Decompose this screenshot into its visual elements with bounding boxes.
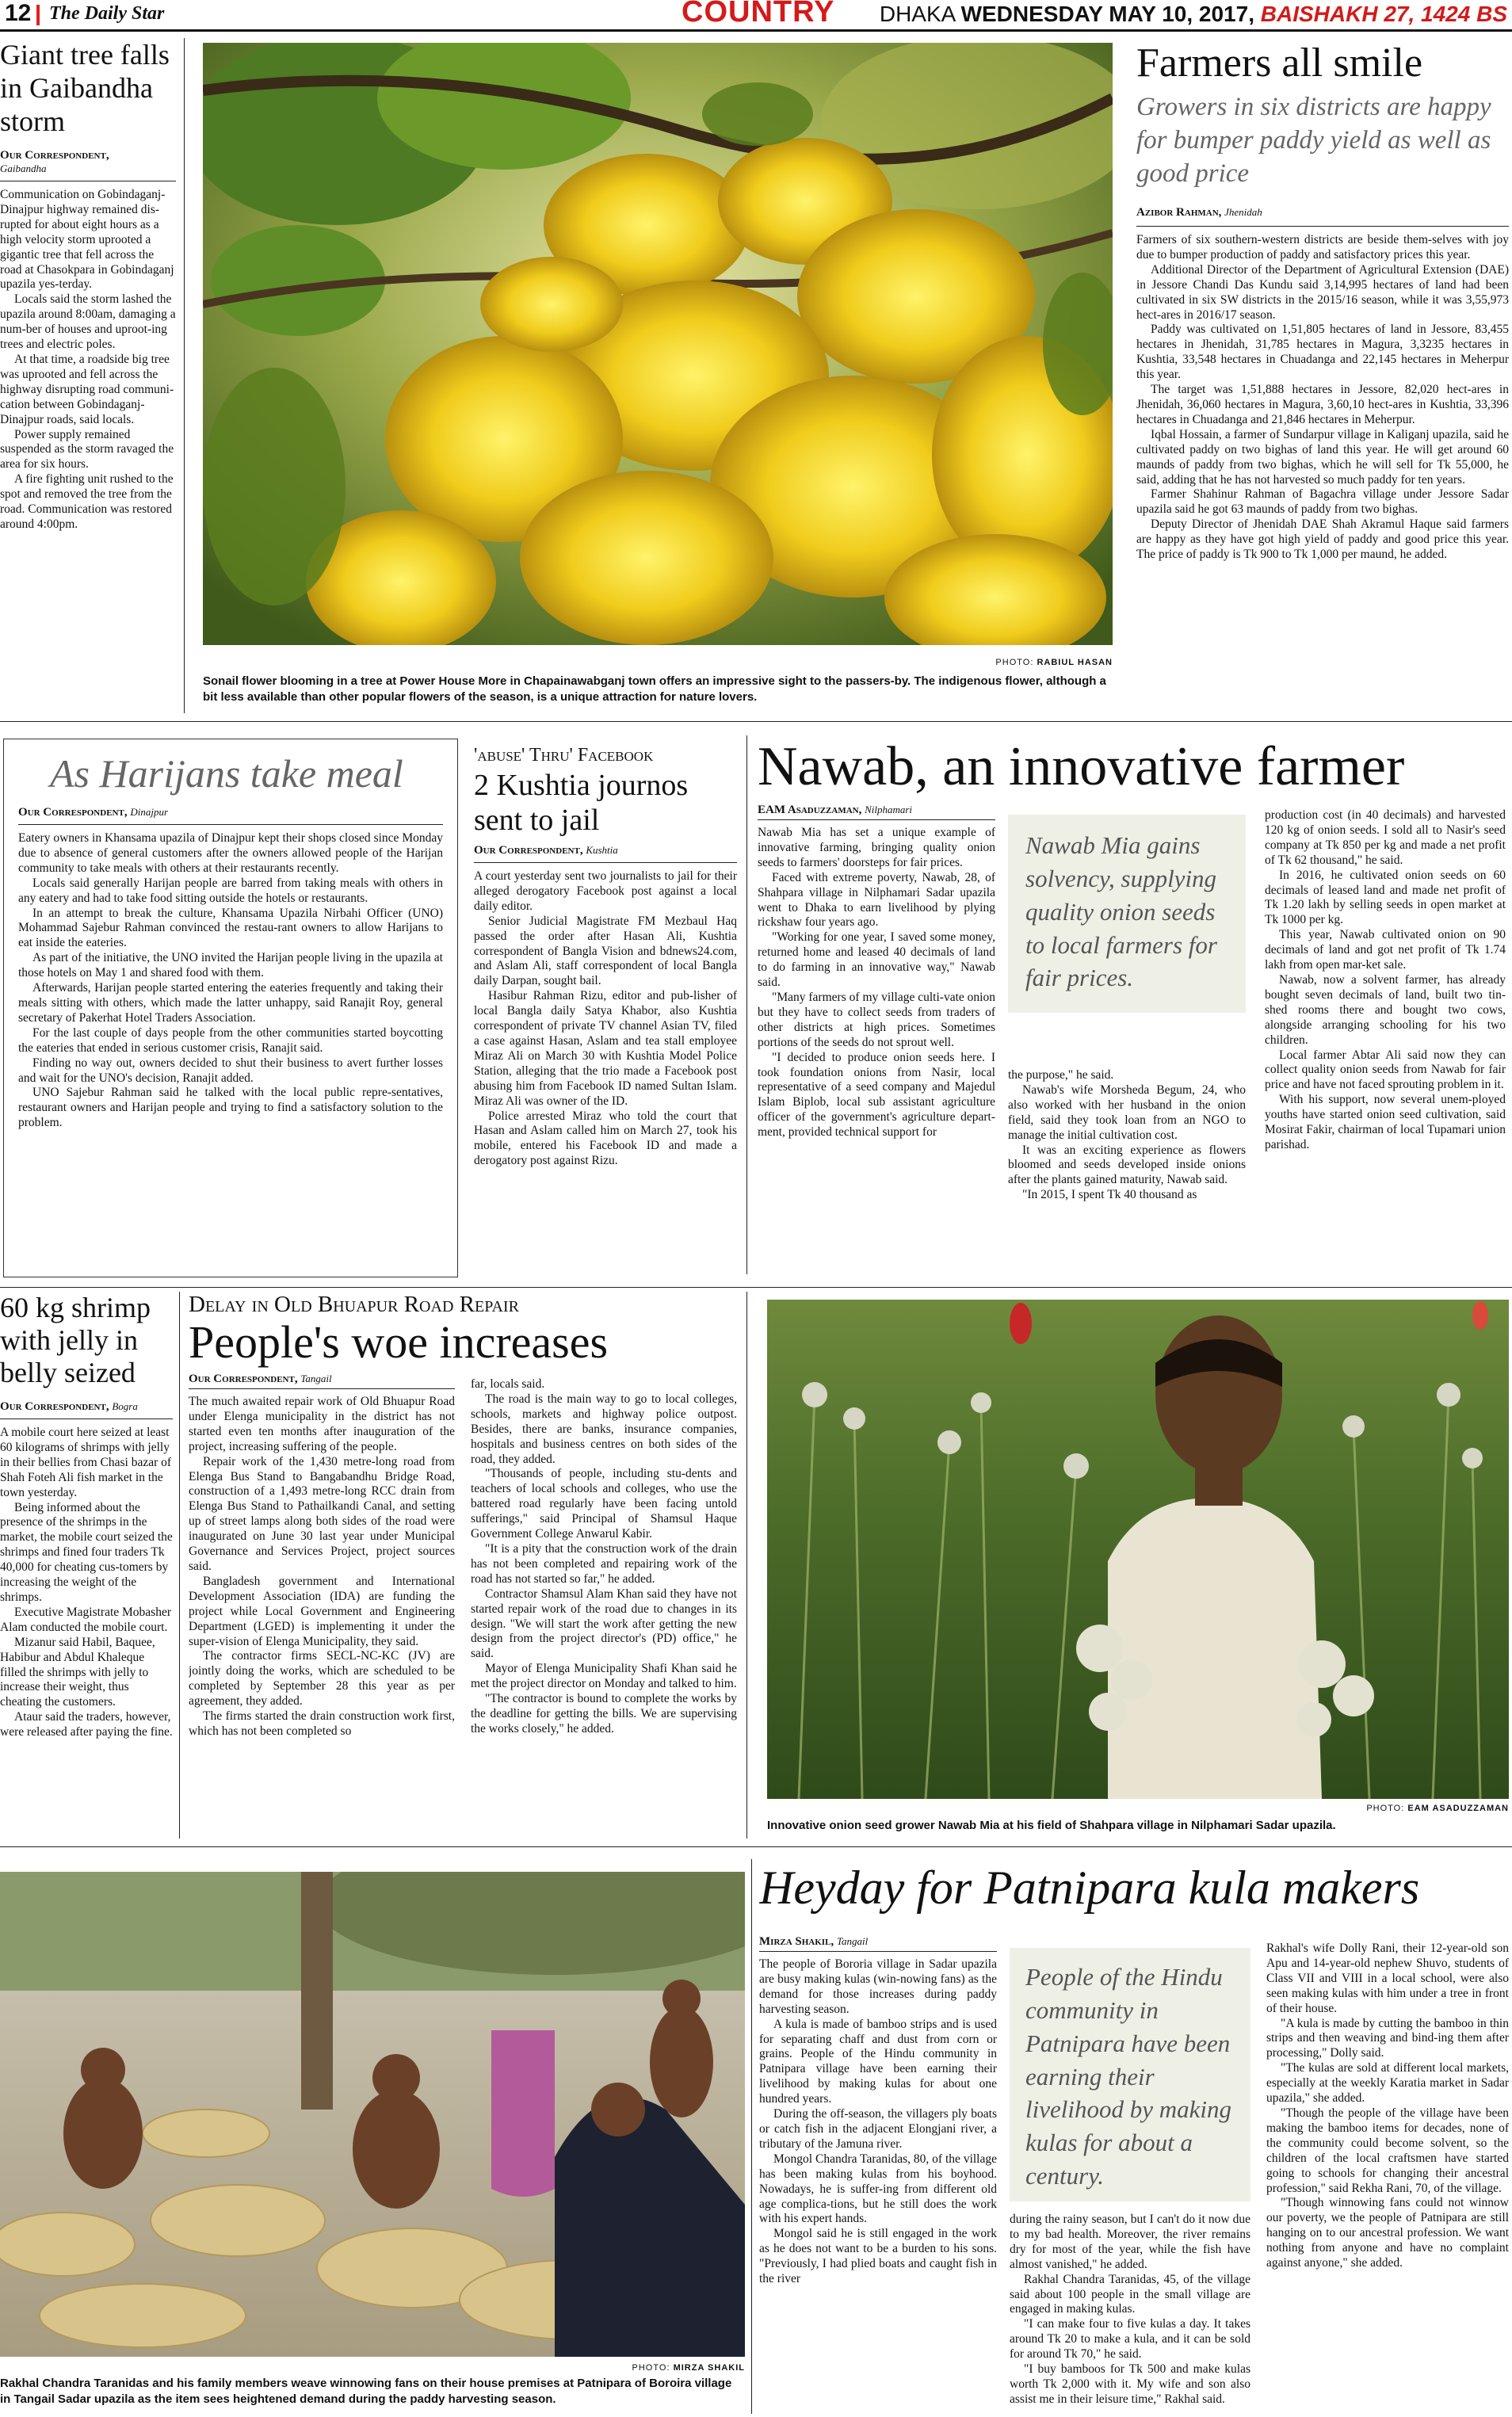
byline-name: EAM Asaduzzaman, (758, 804, 862, 816)
credit-name: RABIUL HASAN (1037, 658, 1113, 667)
onion-field-photo (767, 1300, 1509, 1799)
paragraph: The road is the main way to go to local colleges, schools, markets and highway police outpost. Besides, there are banks, insurance companies, hospitals and business centres on both sides of the road, they added. (471, 1392, 737, 1466)
paragraph: The target was 1,51,888 hectares in Jessore, 82,020 hect-ares in Jhenidah, 36,060 hectares in Magura, 3,60,10 hect-ares in Kushtia, 33,396 hectares in Chuadanga and 21,846 hectares in Meherpur. (1136, 383, 1509, 426)
paragraph: Iqbal Hossain, a farmer of Sundarpur village in Kaliganj upazila, said he cultivated paddy on two bighas of land this year. He will get around 60 maunds of paddy from two bighas, which he will sell for Tk 55,000, he said, adding that he has not harvested so much paddy for ten years. (1136, 427, 1509, 487)
paragraph: "Many farmers of my village culti-vate onion but they have to collect seeds from traders of other districts at high prices. Sometimes portions of the seeds do not sprout well. (758, 990, 995, 1049)
onion-field-image (767, 1300, 1509, 1799)
paragraph: Nawab, now a solvent farmer, has already bought seven decimals of land, built two tin-shed rooms there and bought two cows, alongside arranging schooling for his two children. (1265, 972, 1506, 1047)
paragraph: production cost (in 40 decimals) and harvested 120 kg of onion seeds. I sold all to Nasir's seed company at Tk 850 per kg and made a net profit of Tk 62 thousand," he said. (1265, 808, 1506, 867)
kula-byline (759, 1935, 868, 1949)
harijans-article (3, 739, 458, 1277)
paragraph: during the rainy season, but I can't do it now due to my bad health. Moreover, the river remains dry for most of the year, while the fish have almost vanished," he added. (1010, 2213, 1250, 2271)
paragraph: "A kula is made by cutting the bamboo in thin strips and then weaving and bind-ing them after processing," Dolly said. (1266, 2016, 1509, 2060)
bhuapur-kicker: Delay in Old Bhuapur Road Repair (189, 1292, 519, 1317)
credit-name: EAM ASADUZZAMAN (1407, 1804, 1509, 1813)
kula-col-2 (1010, 2213, 1250, 2414)
divider (759, 1951, 997, 1952)
paragraph: Farmers of six southern-western districts are beside them-selves with joy due to bumper production of paddy and satisfactory prices this year. (1136, 233, 1509, 262)
masthead (0, 0, 1512, 32)
bhuapur-col-2 (471, 1377, 737, 1839)
farmers-body (1136, 233, 1509, 563)
byline-location: Dinajpur (130, 806, 168, 818)
gaibandha-body (0, 188, 176, 533)
harijans-headline: As Harijans take meal (50, 751, 403, 796)
paragraph: "I buy bamboos for Tk 500 and make kulas worth Tk 2,000 with it. My wife and son also assist me in their leisure time," Rakhal said. (1010, 2362, 1250, 2406)
date-main: WEDNESDAY MAY 10, 2017, (960, 2, 1254, 26)
byline-name: Our Correspondent, (189, 1373, 298, 1385)
byline-location: Bogra (112, 1400, 138, 1412)
masthead-separator (36, 5, 40, 25)
paragraph: Being informed about the presence of the shrimps in the market, the mobile court seized the shrimps and fined four traders Tk 40,000 for cheating cus-tomers by increasing the weight of the shrimps. (0, 1500, 173, 1604)
paragraph: Rakhal's wife Dolly Rani, their 12-year-old son Apu and 14-year-old nephew Shuvo, students of Class VII and VIII in a local school, were also seen making kulas with him under a tree in front of their house. (1266, 1942, 1509, 2015)
gaibandha-article (0, 38, 176, 713)
paragraph: Mayor of Elenga Municipality Shafi Khan said he met the project director on Monday and talked to him. (471, 1662, 737, 1691)
date-bs: BAISHAKH 27, 1424 BS (1260, 2, 1507, 26)
sonail-photo-caption: Sonail flower blooming in a tree at Power House More in Chapainawabganj town offers an impressive sight to the passers-by. The indigenous flower, although a bit less available than other popular flowers of the season, is a unique attraction for nature lovers. (203, 674, 1106, 704)
gaibandha-byline (0, 149, 176, 176)
harijans-body (18, 831, 443, 1131)
paragraph: In 2016, he cultivated onion seeds on 60 decimals of leased land and made net profit of Tk 1.20 lakh by selling seeds in open market at Tk 1000 per kg. (1265, 868, 1506, 927)
bhuapur-article (189, 1292, 737, 1839)
byline-name: Our Correspondent, (0, 149, 109, 162)
paragraph: Bangladesh government and International Development Association (IDA) are funding the project while Local Government and Engineering Department (LGED) is implementing it under the super-vision of Elenga Municipality, they said. (189, 1574, 455, 1648)
kushtia-article (474, 745, 737, 1268)
section-rule (0, 721, 1512, 722)
paragraph: A court yesterday sent two journalists to jail for their alleged derogatory Facebook post against a local daily editor. (474, 869, 737, 913)
farmers-subhead: Growers in six districts are happy for bumper paddy yield as well as good price (1136, 93, 1491, 188)
page-number: 12 (5, 0, 32, 26)
byline-name: Our Correspondent, (474, 844, 583, 857)
shrimp-headline: 60 kg shrimp with jelly in belly seized (0, 1292, 151, 1388)
paragraph: Faced with extreme poverty, Nawab, 28, of Shahpara village in Nilphamari Sadar upazila went to Dhaka to earn livelihood by plying rickshaw four years ago. (758, 870, 995, 930)
nawab-pullquote: Nawab Mia gains solvency, supplying quality onion seeds to local farmers for fair prices. (1025, 831, 1217, 992)
bhuapur-byline (189, 1373, 332, 1386)
paragraph: Communication on Gobindaganj-Dinajpur highway remained dis-rupted for about eight hours as a high velocity storm uprooted a gigantic tree that fell across the road at Chasokpara in Gobindaganj upazila yes-terday. (0, 188, 174, 292)
farmers-byline (1136, 206, 1509, 220)
divider (18, 824, 443, 825)
shrimp-article (0, 1292, 173, 1839)
kushtia-byline (474, 844, 737, 857)
kushtia-headline: 2 Kushtia journos sent to jail (474, 769, 689, 837)
byline-name: Our Correspondent, (18, 806, 128, 819)
kula-headline: Heyday for Patnipara kula makers (759, 1861, 1420, 1914)
paragraph: Local farmer Abtar Ali said now they can collect quality onion seeds from Nawab for fair price and have not faced sprouting problem in it. (1265, 1048, 1506, 1092)
kula-makers-photo (0, 1872, 745, 2357)
paragraph: Hasibur Rahman Rizu, editor and pub-lisher of local Bangla daily Satya Khabor, also Kushtia correspondent of private TV channel Asian TV, filed a case against Hasan, Aslam and tea stall employee Miraz Ali on March 30 with Kushtia Model Police Station, alleging that the trio made a Facebook post abusing him from Facebook ID named Sultan Islam. Miraz Ali was owner of the ID. (474, 989, 737, 1108)
date-city: DHAKA (879, 2, 955, 26)
paragraph: A kula is made of bamboo strips and is used for separating chaff and dust from corn or grains. People of the Hindu community in Patnipara village have been earning their livelihood by making kulas for about one hundred years. (759, 2017, 997, 2106)
section-rule (0, 1846, 1512, 1847)
sonail-photo-credit (203, 658, 1113, 667)
byline-location: Tangail (836, 1935, 869, 1947)
paragraph: the purpose," he said. (1008, 1068, 1114, 1082)
nawab-col-3 (1265, 808, 1506, 1277)
paragraph: "The contractor is bound to complete the works by the deadline for getting the bills. We are supervising the works closely," he added. (471, 1692, 737, 1735)
paragraph: Executive Magistrate Mobasher Alam conducted the mobile court. (0, 1605, 171, 1634)
paragraph: Farmer Shahinur Rahman of Bagachra village under Jessore Sadar upazila said he got 63 maunds of paddy from two bighas. (1136, 487, 1509, 517)
harijans-byline (18, 806, 443, 819)
paragraph: "The kulas are sold at different local markets, especially at the weekly Karatia market in Sadar upazila," she added. (1266, 2061, 1509, 2106)
kula-makers-image (0, 1872, 745, 2357)
onion-photo-credit (767, 1804, 1509, 1813)
paragraph: This year, Nawab cultivated onion on 90 decimals of land and got net profit of Tk 1.74 lakh from open mar-ket sale. (1265, 928, 1506, 972)
section-title: COUNTRY (682, 0, 835, 29)
bhuapur-col-1 (189, 1395, 455, 1839)
paragraph: Senior Judicial Magistrate FM Mezbaul Haq passed the order after Hasan Ali, Kushtia correspondent of Bangla Vision and bdnews24.com, and Aslam Ali, staff correspondent of local Bangla daily Darpan, sought bail. (474, 914, 737, 988)
column-rule (184, 38, 185, 713)
credit-label: PHOTO: (632, 2363, 670, 2373)
byline-name: Mirza Shakil, (759, 1935, 834, 1948)
paragraph: A mobile court here seized at least 60 kilograms of shrimps with jelly in their bellies from Chasi bazar of Shah Foteh Ali fish market in the town yesterday. (0, 1426, 172, 1499)
paragraph: With his support, now several unem-ployed youths have started onion seed cultivation, said Mosirat Fakir, chairman of local Tupamari union parishad. (1265, 1093, 1506, 1151)
kushtia-body (474, 869, 737, 1169)
paragraph: At that time, a roadside big tree was uprooted and fell across the highway disrupting road communi-cation between Gobindaganj-Dinajpur roads, said locals. (0, 352, 174, 426)
paragraph: Nawab's wife Morsheda Begum, 24, who also worked with her husband in the onion field, said they took loan from an NGO to manage the initial cultivation cost. (1008, 1082, 1246, 1142)
divider (1136, 226, 1509, 227)
bhuapur-headline: People's woe increases (189, 1316, 609, 1368)
column-rule (179, 1292, 180, 1839)
kula-pullquote: People of the Hindu community in Patnipara have been earning their livelihood by making kulas for about a century. (1025, 1963, 1231, 2190)
paragraph: "Though winnowing fans could not winnow our poverty, we the people of Patnipara are still hanging on to our ancestral profession. We want nothing from anyone and have no complaint against anyone," she added. (1266, 2196, 1509, 2270)
sonail-flower-photo (203, 43, 1113, 645)
kula-pullquote-box (1010, 1948, 1250, 2201)
paragraph: "In 2015, I spent Tk 40 thousand as (1022, 1188, 1197, 1202)
paragraph: Repair work of the 1,430 metre-long road from Elenga Bus Stand to Bangabandhu Bridge Road, construction of a 1,493 metre-long RCC drain from Elenga Bus Stand to Pathailkandi Canal, and setting up of street lamps along both sides of the road were inaugurated on June 30 last year under Municipal Governance and Services Project, project sources said. (189, 1454, 455, 1573)
sonail-flower-image (203, 43, 1113, 645)
paragraph: The contractor firms SECL-NC-KC (JV) are jointly doing the works, which are scheduled to be completed by September 28 this year as per agreement, they added. (189, 1649, 455, 1709)
paragraph: Locals said generally Harijan people are barred from taking meals with others in any eatery and had to take food sitting outside the hotels or restaurants. (18, 876, 443, 905)
nawab-col-2 (1008, 1068, 1246, 1277)
kula-photo-credit (0, 2363, 745, 2373)
paragraph: Ataur said the traders, however, were released after paying the fine. (0, 1710, 173, 1739)
paragraph: Finding no way out, owners decided to shut their business to avert further losses and wait for the UNO's decision, Ranajit added. (18, 1056, 443, 1085)
paragraph: Afterwards, Harijan people started entering the eateries frequently and taking their meals sitting with others, which made the latter unhappy, said Ranajit Roy, general secretary of Pakerhat Hotel Traders Association. (18, 981, 443, 1025)
paper-name: The Daily Star (49, 3, 165, 24)
byline-location: Kushtia (586, 844, 618, 856)
paragraph: In an attempt to break the culture, Khansama Upazila Nirbahi Officer (UNO) Mohammad Sajebur Rahman convinced the restau-rant owners to allow Harijans to eat inside the eateries. (18, 906, 443, 950)
paragraph: Nawab Mia has set a unique example of innovative farming, bringing quality onion seeds to farmers' doorsteps for fair prices. (758, 826, 995, 869)
byline-location: Nilphamari (865, 804, 913, 815)
kula-article (759, 1859, 1509, 2414)
paragraph: UNO Sajebur Rahman said he talked with the local public repre-sentatives, restaurant owners and Harijan people and trying to find a satisfactory solution to the problem. (18, 1086, 443, 1130)
column-rule (746, 1292, 747, 1839)
paragraph: far, locals said. (471, 1377, 545, 1391)
paragraph: For the last couple of days people from the other communities started boycotting the eateries that ended in serious customer crisis, Ranajit said. (18, 1025, 443, 1055)
nawab-pullquote-box (1008, 815, 1246, 1013)
farmers-article (1136, 40, 1509, 715)
farmers-headline: Farmers all smile (1136, 40, 1423, 86)
byline-name: Azibor Rahman, (1136, 206, 1222, 219)
paragraph: During the off-season, the villagers ply boats or catch fish in the adjacent Elongjani river, a tributary of the Jamuna river. (759, 2107, 997, 2151)
nawab-byline (758, 804, 912, 817)
paragraph: A fire fighting unit rushed to the spot and removed the tree from the road. Communication was restored around 4:00pm. (0, 472, 174, 531)
paragraph: The firms started the drain construction work first, which has not been completed so (189, 1709, 455, 1738)
paragraph: Mizanur said Habil, Baquee, Habibur and Abdul Khaleque filled the shrimps with jelly to increase their weight, thus cheating the customers. (0, 1635, 155, 1709)
paragraph: It was an exciting experience as flowers bloomed and seeds developed inside onions after the plants gained maturity, Nawab said. (1008, 1143, 1246, 1187)
paragraph: "I decided to produce onion seeds here. I took foundation onions from Nasir, local representative of a seed company and Majedul Islam Biplob, local sub assistant agriculture officer of the government's agriculture depart-ment, provided technical support for (758, 1050, 995, 1140)
nawab-col-1 (758, 826, 995, 1277)
byline-name: Our Correspondent, (0, 1400, 109, 1413)
paragraph: The people of Bororia village in Sadar upazila are busy making kulas (win-nowing fans) as the demand for those increases during paddy harvesting season. (759, 1957, 997, 2016)
byline-location: Tangail (300, 1373, 332, 1384)
kushtia-kicker: 'abuse' Thru' Facebook (474, 745, 654, 766)
paragraph: "Working for one year, I saved some money, returned home and leased 40 decimals of land to do farming in an innovative way," Nawab said. (758, 930, 995, 990)
gaibandha-headline: Giant tree falls in Gaibandha storm (0, 39, 170, 137)
paragraph: "Though the people of the village have been making the bamboo items for decades, none of the community could become solvent, so the children of the local craftsmen have started going to schools for changing their ancestral profession," said Rekha Rani, 70, of the village. (1266, 2106, 1509, 2195)
paragraph: Mongol said he is still engaged in the work as he does not want to be a burden to his sons. "Previously, I had plied boats and caught fish in the river (759, 2227, 997, 2286)
nawab-article (758, 735, 1509, 1282)
paragraph: "I can make four to five kulas a day. It takes around Tk 20 to make a kula, and it can be sold for around Tk 70," he said. (1010, 2317, 1250, 2362)
section-rule (0, 1287, 1512, 1288)
nawab-headline: Nawab, an innovative farmer (758, 736, 1405, 797)
paragraph: Rakhal Chandra Taranidas, 45, of the village said about 100 people in the small village are engaged in making kulas. (1010, 2272, 1250, 2316)
column-rule (751, 1859, 752, 2414)
paragraph: The much awaited repair work of Old Bhuapur Road under Elenga municipality in the district has not started even ten months after inauguration of the project, increasing suffering of the people. (189, 1395, 455, 1453)
divider (189, 1388, 455, 1389)
paragraph: Additional Director of the Department of Agricultural Extension (DAE) in Jessore Chandi Das Kundu said 3,14,995 hectares of land had been cultivated in six SW districts in the 2015/16 season, while it was 3,55,973 hect-ares in 2016/17 season. (1136, 262, 1509, 322)
divider (758, 819, 995, 820)
shrimp-body (0, 1426, 173, 1740)
credit-label: PHOTO: (1366, 1804, 1405, 1813)
paragraph: "It is a pity that the construction work of the drain has not been completed and repairing work of the road has not started so far," he added. (471, 1541, 737, 1586)
paragraph: Mongol Chandra Taranidas, 80, of the village has been making kulas from his boyhood. Nowadays, he is suffer-ing from different old age complica-tions, but he still does the work with his expert hands. (759, 2152, 997, 2226)
paragraph: Paddy was cultivated on 1,51,805 hectares of land in Jessore, 83,455 hectares in Jhenidah, 31,785 hectares in Magura, 3,3235 hectares in Kushtia, 33,548 hectares in Chuadanga and 22,145 hectares in Meherpur this year. (1136, 323, 1509, 382)
kula-photo-caption: Rakhal Chandra Taranidas and his family members weave winnowing fans on their house premises at Patnipara of Boroira village in Tangail Sadar upazila as the item sees heightened demand during the paddy harvesting season. (0, 2377, 732, 2407)
paragraph: "Thousands of people, including stu-dents and teachers of local schools and colleges, who use the battered road regularly have been facing untold sufferings," said Principal of Shamsul Haque Government College Anwarul Kabir. (471, 1467, 737, 1541)
credit-label: PHOTO: (995, 658, 1034, 667)
onion-photo-caption: Innovative onion seed grower Nawab Mia at his field of Shahpara village in Nilphamari Sadar upazila. (767, 1819, 1336, 1832)
kula-col-3 (1266, 1942, 1509, 2414)
divider (474, 862, 737, 863)
byline-location: Gaibandha (0, 162, 47, 174)
paragraph: As part of the initiative, the UNO invited the Harijan people living in the upazila at those hotels on May 1 and shared food with them. (18, 951, 443, 980)
paragraph: Contractor Shamsul Alam Khan said they have not started repair work of the road due to changes in its design. "We will start the work after getting the new design from the project director's (PD) office," he said. (471, 1587, 737, 1661)
byline-location: Jhenidah (1224, 206, 1262, 218)
paragraph: Police arrested Miraz who told the court that Hasan and Aslam called him on March 27, took his mobile, entered his Facebook ID and made a derogatory post against Rizu. (474, 1109, 737, 1168)
paragraph: Eatery owners in Khansama upazila of Dinajpur kept their shops closed since Monday due to absence of general customers after the owners allowed people of the Harijan community to take meals with others at their restaurants recently. (18, 831, 443, 875)
shrimp-byline (0, 1400, 173, 1414)
paragraph: Locals said the storm lashed the upazila around 8:00am, damaging a num-ber of houses and uproot-ing trees and electric poles. (0, 292, 176, 352)
paragraph: Power supply remained suspended as the storm ravaged the area for six hours. (0, 427, 174, 472)
credit-name: MIRZA SHAKIL (673, 2363, 745, 2373)
kula-col-1 (759, 1957, 997, 2414)
edition-date (880, 2, 1507, 27)
column-rule (746, 735, 747, 1274)
paragraph: Deputy Director of Jhenidah DAE Shah Akramul Haque said farmers are happy as they have got high yield of paddy and good price this year. The price of paddy is Tk 900 to Tk 1,000 per maund, he added. (1136, 517, 1509, 562)
